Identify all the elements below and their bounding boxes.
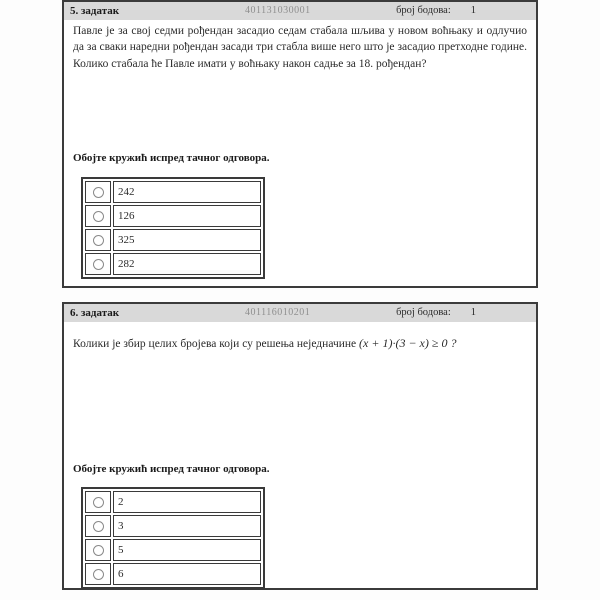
points-value: 1 (470, 307, 476, 318)
option-value: 5 (113, 539, 261, 561)
option-radio-cell[interactable] (85, 181, 111, 203)
radio-icon[interactable] (93, 569, 104, 580)
option-row (85, 563, 261, 585)
option-radio-cell[interactable] (85, 539, 111, 561)
task-5-title: 5. задатак (70, 5, 120, 17)
option-radio-cell[interactable] (85, 205, 111, 227)
task-5-question: Павле је за свој седми рођендан засадио седам стабала шљива у новом воћњаку и одлучио да за сваки наредни рођендан засади три стабла више него што је засадио претходне године. Колико стабала ће Павле имати у воћњаку након садње за 18. рођендан? (73, 25, 527, 70)
task-6-answer-prompt: Обојте кружић испред тачног одговора. (73, 463, 270, 475)
radio-icon[interactable] (93, 521, 104, 532)
radio-icon[interactable] (93, 235, 104, 246)
option-row (85, 253, 261, 275)
option-value: 282 (113, 253, 261, 275)
task-6-points (396, 304, 536, 322)
option-value: 6 (113, 563, 261, 585)
task-6-question (73, 335, 527, 352)
option-row (85, 491, 261, 513)
task-box-5 (62, 0, 538, 288)
option-row (85, 181, 261, 203)
option-radio-cell[interactable] (85, 563, 111, 585)
points-label: број бодова: (396, 307, 451, 318)
radio-icon[interactable] (93, 211, 104, 222)
option-radio-cell[interactable] (85, 229, 111, 251)
task-5-code: 401131030001 (245, 5, 311, 16)
radio-icon[interactable] (93, 497, 104, 508)
points-value: 1 (470, 5, 476, 16)
radio-icon[interactable] (93, 545, 104, 556)
task-6-title: 6. задатак (70, 307, 120, 319)
option-value: 2 (113, 491, 261, 513)
radio-icon[interactable] (93, 259, 104, 270)
task-6-question-text: Колики је збир целих бројева који су решења неједначине (73, 338, 357, 350)
task-6-options-table (81, 487, 265, 589)
task-6-header (64, 304, 536, 322)
option-radio-cell[interactable] (85, 491, 111, 513)
option-row (85, 205, 261, 227)
option-value: 242 (113, 181, 261, 203)
task-box-6 (62, 302, 538, 590)
points-label: број бодова: (396, 5, 451, 16)
task-5-header (64, 2, 536, 20)
task-5-options-table (81, 177, 265, 279)
option-value: 3 (113, 515, 261, 537)
option-radio-cell[interactable] (85, 253, 111, 275)
task-6-code: 401116010201 (245, 307, 311, 318)
option-row (85, 539, 261, 561)
task-5-answer-prompt: Обојте кружић испред тачног одговора. (73, 152, 270, 164)
radio-icon[interactable] (93, 187, 104, 198)
option-value: 126 (113, 205, 261, 227)
option-radio-cell[interactable] (85, 515, 111, 537)
option-row (85, 229, 261, 251)
task-5-points (396, 2, 536, 20)
option-value: 325 (113, 229, 261, 251)
task-6-inequality-formula: (x + 1)·(3 − x) ≥ 0 ? (359, 336, 457, 350)
option-row (85, 515, 261, 537)
